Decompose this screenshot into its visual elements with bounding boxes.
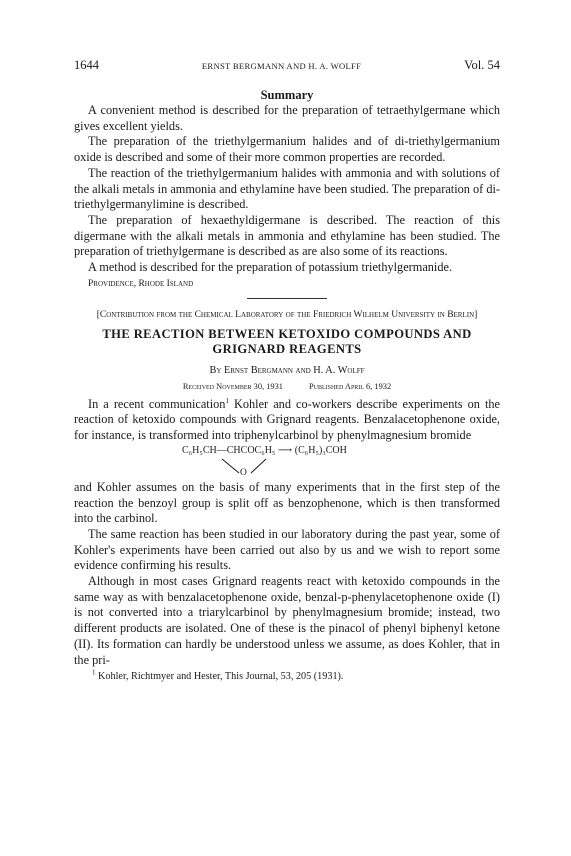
contribution-note: [Contribution from the Chemical Laboratory of the Friedrich Wilhelm University in Berlin] (96, 309, 478, 320)
intro-paragraph (74, 397, 500, 444)
intro-text-start: In a recent communication (88, 396, 226, 411)
footnote-text: Kohler, Richtmyer and Hester, This Journal, 53, 205 (1931). (95, 671, 344, 683)
article-title: THE REACTION BETWEEN KETOXIDO COMPOUNDS AND GRIGNARD REAGENTS (102, 326, 472, 357)
article-byline: By Ernst Bergmann and H. A. Wolff (209, 364, 365, 376)
body-paragraph-1: and Kohler assumes on the basis of many experiments that in the first step of the reaction the benzoyl group is split off as benzophenone, which is then transformed into the carbinol. (74, 479, 500, 526)
summary-paragraph-4: The preparation of hexaethyldigermane is described. The reaction of this digermane with the alkali metals in ammonia and ethylamine has been studied. The preparation of triethylgermane is described as are also some of its reactions. (74, 212, 500, 259)
equation-arrow: ⟶ (277, 444, 293, 456)
footnote-reference: 1 (225, 396, 229, 405)
article-dates (74, 381, 500, 393)
epoxide-oxygen: O (240, 467, 247, 478)
summary-paragraph-3: The reaction of the triethylgermanium halides with ammonia and with solutions of the alkali metals in ammonia and ethylamine have been studied. The preparation of di-triethylgermanylimine is described. (74, 165, 500, 212)
epoxide-bridge (220, 458, 270, 478)
page-number: 1644 (74, 58, 99, 72)
summary-paragraph-2: The preparation of the triethylgermanium halides and of di-triethylgermanium oxide is described and some of their more common properties are recorded. (74, 134, 500, 165)
summary-paragraph-5: A method is described for the preparation of potassium triethylgermanide. (88, 260, 453, 275)
received-date: Received November 30, 1931 (182, 381, 283, 391)
equation-text (182, 445, 347, 456)
reaction-equation (74, 444, 500, 478)
equation-product: (C₆H₅)₃COH (294, 444, 347, 456)
published-date: Published April 6, 1932 (308, 381, 392, 391)
intro-text-rest: Kohler and co-workers describe experiments on the reaction of ketoxido compounds with Grignard reagents. Benzalacetophenone oxide, for instance, is transformed into triphenylcarbinol by phenylmagnesium bromide (74, 396, 501, 443)
volume-label: Vol. 54 (464, 58, 500, 72)
running-head-authors: ERNST BERGMANN AND H. A. WOLFF (201, 61, 362, 71)
running-head (74, 58, 500, 76)
section-divider (247, 298, 327, 299)
summary-place: Providence, Rhode Island (88, 278, 194, 289)
summary-paragraph-1: A convenient method is described for the preparation of tetraethylgermane which gives excellent yields. (74, 103, 500, 133)
body-paragraph-2: The same reaction has been studied in our laboratory during the past year, some of Kohler's experiments have been carried out also by us and we wish to report some evidence confirming his results. (74, 526, 500, 573)
summary-heading: Summary (260, 88, 314, 102)
journal-page (74, 58, 500, 683)
footnote (74, 670, 500, 683)
footnote-mark: 1 (92, 668, 96, 677)
equation-reactant: C₆H₅CH—CHCOC₆H₅ (182, 444, 276, 456)
body-paragraph-3: Although in most cases Grignard reagents react with ketoxido compounds in the same way as with benzalacetophenone oxide, benzal-p-phenylacetophenone oxide (I) is not converted into a triarylcarbinol by phenylmagnesium bromide; instead, two different products are isolated. One of these is the pinacol of phenyl biphenyl ketone (II). Its formation can hardly be understood unless we assume, as does Kohler, that in the pri- (74, 574, 500, 667)
